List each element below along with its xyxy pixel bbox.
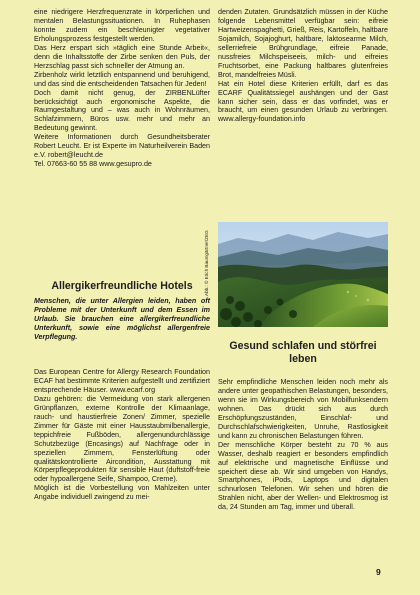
hotels-intro: Menschen, die unter Allergien leiden, haben oft Probleme mit der Unterkunft und dem Essen im Urlaub. Sie brauchen eine allergikerfreundliche Unterkunft, sowie eine möglichst allergenfreie Verpflegung. xyxy=(34,297,210,341)
paragraph: Das European Centre for Allergy Research Foundation ECAF hat bestimmte Kriterien aufgestellt und zertifiziert entsprechende Häuser. www.ecarf.org xyxy=(34,368,210,394)
left-column-text xyxy=(34,8,210,169)
contact-line: Tel. 07663-60 55 88 www.gesupro.de xyxy=(34,160,152,169)
paragraph: Weitere Informationen durch Gesundheitsberater Robert Leucht. Er ist Experte im Naturheilverein Baden e.V. robert@leucht.de xyxy=(34,133,210,160)
paragraph: Hat ein Hotel diese Kriterien erfüllt, darf es das ECARF Qualitätssiegel aushängen und der Gast kann sicher sein, dass er das vorfindet, was er braucht, um einen gesunden Urlaub zu verbringen. www.allergy-foundation.info xyxy=(218,79,388,124)
paragraph: Sehr empfindliche Menschen leiden noch mehr als andere unter geopathischen Belastungen, besonders, wenn sie im Wirkungsbereich von Mobilfunksendern wohnen. Das drückt sich aus durch Erschöpfungszuständen, Einschlaf- und Durchschlafschwierigkeiten, Unruhe, Rastlosigkeit und kann zu chronischen Belastungen führen. xyxy=(218,378,388,440)
paragraph: Dazu gehören: die Vermeidung von stark allergenen Grünpflanzen, externe Kontrolle der Klimaanlage, rauch- und haustierfreie Zonen/ Zimmer, spezielle Zimmer für Gäste mit einer Hausstaubmilbenallergie, teppichfreie Fußböden, allergenundurchlässige Schutzbezüge (Encasings) auf Nachfrage oder in speziellen Zimmern, Fensterlüftung oder qualitätskontrollierte Aircondition, Ausstattung mit Körperpflegeprodukten für sensible Haut (duftstoff-freie oder hypoallergene Seife, Shampoo, Creme). xyxy=(34,394,210,484)
landscape-photo xyxy=(218,222,388,327)
paragraph: Der menschliche Körper besteht zu 70 % aus Wasser, deshalb reagiert er besonders empfindlich auf elektrische und magnetische Einflüsse und speichert diese ab. Wir sind umgeben von Handys, Smartphones, iPods, Laptops und digitalen schnurlosen Telefonen. Wir sehen und hören die Strahlen nicht, aber der Wellen- und Elektrosmog ist da, 24 Stunden am Tag, immer und überall. xyxy=(218,440,388,512)
photo-credit: Abb.: © Erich Baumgärtner/ZEG xyxy=(204,230,209,296)
paragraph: Zirbenholz wirkt letztlich entspannend und beruhigend, und das sind die entscheidenden Tatsachen für Jeden! xyxy=(34,70,210,88)
paragraph: Doch damit nicht genug, der ZIRBENLüfter berücksichtigt auch ergonomische Aspekte, die Raumgestaltung und – was auch in Wohnräumen, Schlafzimmern, Büros usw. mehr und mehr an Bedeutung gewinnt. xyxy=(34,88,210,133)
right-column-text xyxy=(218,8,388,124)
paragraph: Möglich ist die Vorbestellung von Mahlzeiten unter Angabe individuell zwingend zu mei- xyxy=(34,484,210,502)
page-number: 9 xyxy=(376,567,381,577)
paragraph: denden Zutaten. Grundsätzlich müssen in der Küche folgende Lebensmittel verfügbar sein: eifreie Hartweizenspaghetti, Grieß, Reis, Kartoffeln, haltbare Sojamilch, Sojajoghurt, haltbare, laktosearme Milch, sellerriefreie Brühgrundlage, eifreie Panade, nussfreies Milchspeiseeis, milch- und eifreies Fruchtsorbet, eine Packung haltbares glutenfreies Brot, mandelfreies Müsli. xyxy=(218,8,388,79)
schlafen-body-text xyxy=(218,378,388,512)
section-heading-hotels: Allergikerfreundliche Hotels xyxy=(51,280,193,292)
hotels-body-text xyxy=(34,368,210,502)
paragraph: eine niedrigere Herzfrequenzrate in körperlichen und mentalen Belastungssituationen. In Ruhephasen konnte zudem ein beschleunigter vegetativer Erholungsprozess festgestellt werden. xyxy=(34,8,210,43)
section-heading-schlafen: Gesund schlafen und störfrei leben xyxy=(229,340,377,365)
paragraph: Das Herz erspart sich »täglich eine Stunde Arbeit«, denn die Inhaltsstoffe der Zirbe senken den Puls, der Herzschlag passt sich schneller der Atmung an. xyxy=(34,43,210,70)
